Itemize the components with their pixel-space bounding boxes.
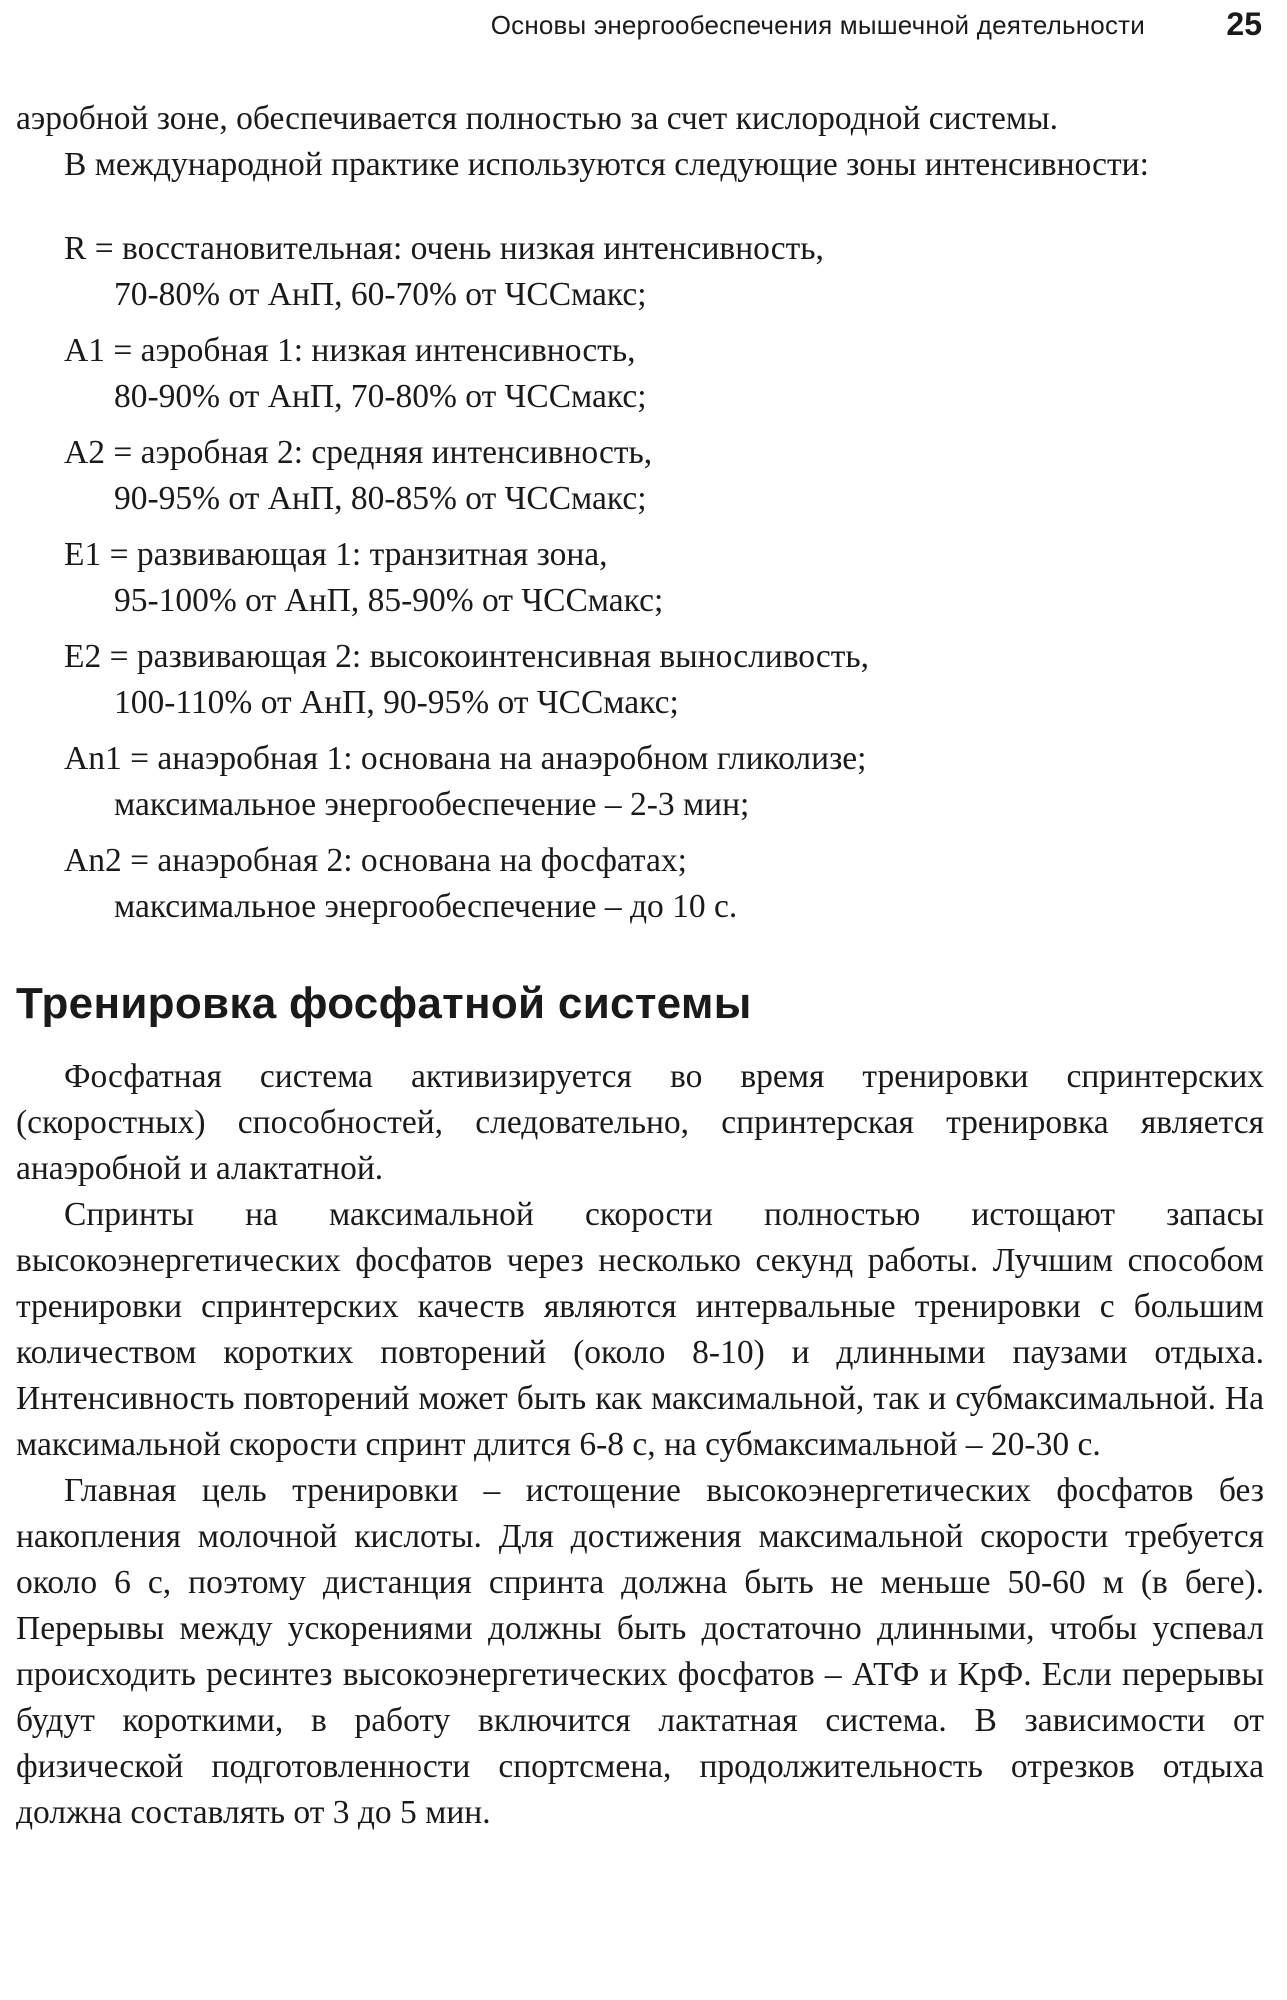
intro-paragraph-continued: аэробной зоне, обеспечивается полностью за счет кислородной системы. <box>16 100 1059 137</box>
running-title: Основы энергообеспечения мышечной деятельности <box>490 10 1145 40</box>
zone-definition: A1 = аэробная 1: низкая интенсивность, <box>64 332 636 369</box>
zone-definition: An1 = анаэробная 1: основана на анаэробном гликолизе; <box>64 740 867 777</box>
zone-item-e1 <box>64 532 1264 624</box>
section-paragraph: Главная цель тренировки – истощение высокоэнергетических фосфатов без накопления молочной кислоты. Для достижения максимальной скорости требуется около 6 с, поэтому дистанция спринта должна быть не меньше 50-60 м (в беге). Перерывы между ускорениями должны быть достаточно длинными, чтобы успевал происходить ресинтез высокоэнергетических фосфатов – АТФ и КрФ. Если перерывы будут короткими, в работу включится лактатная система. В зависимости от физической подготовленности спортсмена, продолжительность отрезков отдыха должна составлять от 3 до 5 мин. <box>16 1472 1264 1831</box>
intensity-zones-list <box>16 226 1264 930</box>
page-body <box>16 96 1264 1836</box>
zone-values: 90-95% от АнП, 80-85% от ЧССмакс; <box>114 480 647 517</box>
section-paragraph: Фосфатная система активизируется во время тренировки спринтерских (скоростных) способностей, следовательно, спринтерская тренировка является анаэробной и алактатной. <box>16 1058 1264 1187</box>
zone-values: 95-100% от АнП, 85-90% от ЧССмакс; <box>114 582 664 619</box>
zone-item-r <box>64 226 1264 318</box>
zone-values: 100-110% от АнП, 90-95% от ЧССмакс; <box>114 684 679 721</box>
zone-values: 80-90% от АнП, 70-80% от ЧССмакс; <box>114 378 647 415</box>
zone-item-an2 <box>64 838 1264 930</box>
zone-definition: E2 = развивающая 2: высокоинтенсивная выносливость, <box>64 638 870 675</box>
zone-definition: An2 = анаэробная 2: основана на фосфатах; <box>64 842 687 879</box>
zone-values: максимальное энергообеспечение – 2-3 мин; <box>114 786 750 823</box>
page-number: 25 <box>1226 6 1262 42</box>
zone-item-an1 <box>64 736 1264 828</box>
zone-definition: R = восстановительная: очень низкая интенсивность, <box>64 230 824 267</box>
zone-item-e2 <box>64 634 1264 726</box>
page-header <box>0 6 1262 46</box>
intro-paragraph: В международной практике используются следующие зоны интенсивности: <box>64 146 1149 183</box>
zone-values: максимальное энергообеспечение – до 10 с. <box>114 888 738 925</box>
zone-definition: E1 = развивающая 1: транзитная зона, <box>64 536 608 573</box>
zone-values: 70-80% от АнП, 60-70% от ЧССмакс; <box>114 276 647 313</box>
section-heading: Тренировка фосфатной системы <box>16 979 752 1028</box>
zone-item-a2 <box>64 430 1264 522</box>
section-paragraph: Спринты на максимальной скорости полностью истощают запасы высокоэнергетических фосфатов через несколько секунд работы. Лучшим способом тренировки спринтерских качеств являются интервальные тренировки с большим количеством коротких повторений (около 8-10) и длинными паузами отдыха. Интенсивность повторений может быть как максимальной, так и субмаксимальной. На максимальной скорости спринт длится 6-8 с, на субмаксимальной – 20-30 с. <box>16 1196 1264 1463</box>
zone-definition: A2 = аэробная 2: средняя интенсивность, <box>64 434 653 471</box>
zone-item-a1 <box>64 328 1264 420</box>
